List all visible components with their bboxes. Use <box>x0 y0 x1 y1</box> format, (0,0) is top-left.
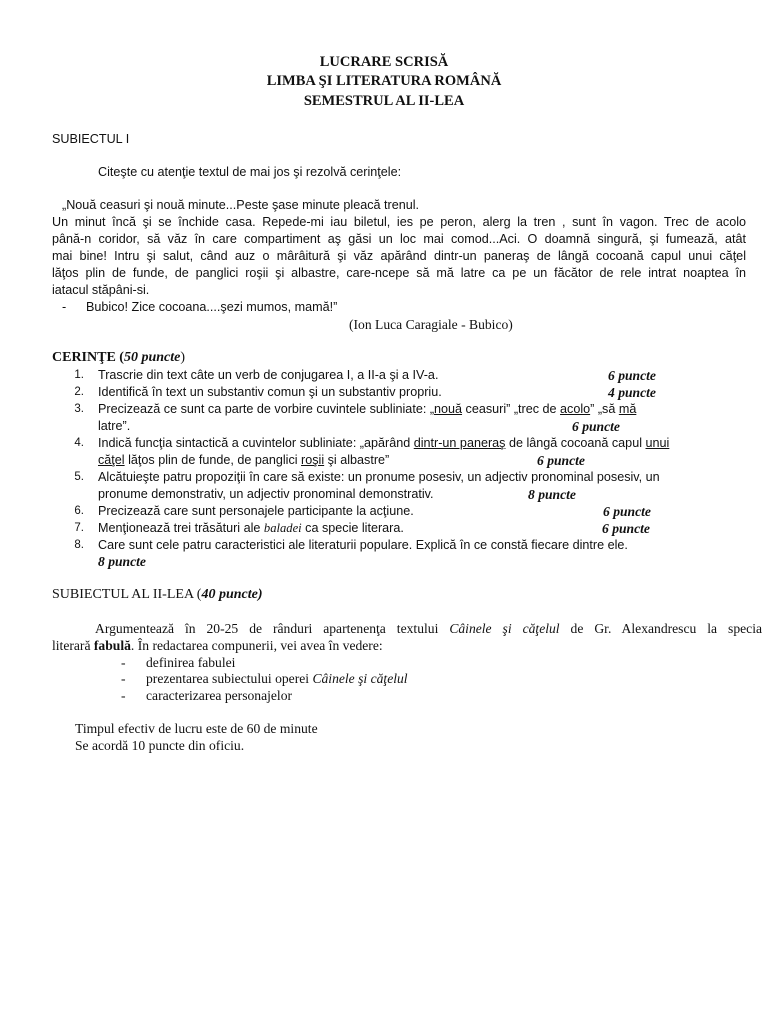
section-heading-1: SUBIECTUL I <box>52 132 130 146</box>
requirements-close-paren: ) <box>180 350 186 365</box>
essay-prompt-line: literară fabulă. În redactarea compunerii, vei avea în vedere: <box>52 638 383 653</box>
bullet-item: definirea fabulei <box>146 655 236 670</box>
excerpt-line: „Nouă ceasuri şi nouă minute...Peste şase minute pleacă trenul. <box>62 198 420 212</box>
requirements-open-paren: ( <box>119 350 124 365</box>
excerpt-source: (Ion Luca Caragiale - Bubico) <box>349 317 513 332</box>
instruction-text: Citeşte cu atenţie textul de mai jos şi rezolvă cerinţele: <box>98 165 402 179</box>
dialogue-dash: - <box>62 300 67 314</box>
requirement-text: Care sunt cele patru caracteristici ale literaturii populare. Explică în ce constă fiecare dintre ele. <box>98 538 628 552</box>
requirements-title: CERINŢE <box>52 350 116 365</box>
item-number: 4. <box>74 437 84 449</box>
requirement-text: Precizează ce sunt ca parte de vorbire cuvintele subliniate: „nouă ceasuri” „trec de acolo” „să mă <box>98 402 637 416</box>
section2-points: 40 puncte) <box>201 587 263 602</box>
bullet-item: prezentarea subiectului operei Câinele şi căţelul <box>146 671 408 686</box>
bullet-dash: - <box>121 655 126 670</box>
excerpt-line: Bubico! Zice cocoana....şezi mumos, mamă!” <box>86 300 338 314</box>
requirement-points: 6 puncte <box>608 368 656 383</box>
exam-subject: LIMBA ŞI LITERATURA ROMÂNĂ <box>266 73 502 89</box>
item-number: 8. <box>74 539 84 551</box>
excerpt-line: mai bine! Intru şi salut, când auz o mârâitură şi văz apărând dintr-un paneraş de lângă cocoană capul unui căţel <box>52 249 746 263</box>
underlined-word: roşii <box>301 453 325 467</box>
work-title: Câinele şi căţelul <box>312 671 408 686</box>
requirement-text: Precizează care sunt personajele participante la acţiune. <box>98 504 414 518</box>
time-note: Timpul efectiv de lucru este de 60 de minute <box>75 721 318 736</box>
item-number: 7. <box>74 522 84 534</box>
item-number: 1. <box>74 369 84 381</box>
requirement-text: căţel lăţos plin de funde, de panglici roşii şi albastre” <box>98 453 390 467</box>
bullet-dash: - <box>121 671 126 686</box>
requirement-points: 8 puncte <box>528 487 576 502</box>
requirement-points: 6 puncte <box>603 504 651 519</box>
item-number: 6. <box>74 505 84 517</box>
excerpt-line: iatacul stăpâni-si. <box>52 283 150 297</box>
work-title: Câinele şi căţelul <box>449 621 560 636</box>
item-number: 3. <box>74 403 84 415</box>
requirement-text: Menţionează trei trăsături ale baladei ca specie literara. <box>98 521 404 535</box>
requirement-text: latre”. <box>98 419 131 433</box>
requirements-heading <box>52 349 185 366</box>
exam-title: LUCRARE SCRISĂ <box>319 54 449 70</box>
bullet-item: caracterizarea personajelor <box>146 688 293 703</box>
underlined-word: nouă <box>434 402 463 416</box>
requirement-text: Identifică în text un substantiv comun şi un substantiv propriu. <box>98 385 442 399</box>
excerpt-line: Un minut încă şi se închide casa. Repede-mi iau biletul, ies pe peron, alerg la tren , sunt în vagon. Trec de acolo <box>52 215 746 229</box>
exam-semester: SEMESTRUL AL II-LEA <box>303 93 465 109</box>
underlined-word: căţel <box>98 453 125 467</box>
italic-term: baladei <box>263 521 302 535</box>
item-number: 2. <box>74 386 84 398</box>
excerpt-line: până-n coridor, să văz în care compartiment aş găsi un loc mai comod...Aci. O doamnă singură, şi fumează, atât <box>52 232 746 246</box>
bullet-dash: - <box>121 688 126 703</box>
underlined-word: acolo <box>560 402 591 416</box>
section-heading-2: SUBIECTUL AL II-LEA (40 puncte) <box>52 587 263 602</box>
requirement-points: 6 puncte <box>602 521 650 536</box>
item-number: 5. <box>74 471 84 483</box>
bonus-note: Se acordă 10 puncte din oficiu. <box>75 738 245 753</box>
underlined-word: unui <box>645 436 670 450</box>
underlined-word: mă <box>618 402 637 416</box>
requirements-points: 50 puncte <box>123 350 181 365</box>
requirement-points: 8 puncte <box>98 554 146 569</box>
genre-term: fabulă <box>93 638 131 653</box>
requirement-text: Trascrie din text câte un verb de conjugarea I, a II-a şi a IV-a. <box>98 368 439 382</box>
requirement-text: pronume demonstrativ, un adjectiv pronominal demonstrativ. <box>98 487 434 501</box>
requirement-text: Alcătuieşte patru propoziţii în care să existe: un pronume posesiv, un adjectiv pronominal posesiv, un <box>98 470 660 484</box>
requirement-text: Indică funcţia sintactică a cuvintelor subliniate: „apărând dintr-un paneraş de lângă cocoană capul unui <box>98 436 670 450</box>
requirement-points: 6 puncte <box>537 453 585 468</box>
underlined-word: dintr-un paneraş <box>413 436 506 450</box>
requirement-points: 4 puncte <box>608 385 656 400</box>
essay-prompt-line: Argumentează în 20-25 de rânduri apartenenţa textului Câinele şi căţelul de Gr. Alexandrescu la specia <box>95 621 762 636</box>
excerpt-line: lăţos plin de funde, de panglici roşii şi albastre, care-ncepe să mă latre ca pe un făcător de rele intrat noaptea în <box>52 266 746 280</box>
requirement-points: 6 puncte <box>572 419 620 434</box>
